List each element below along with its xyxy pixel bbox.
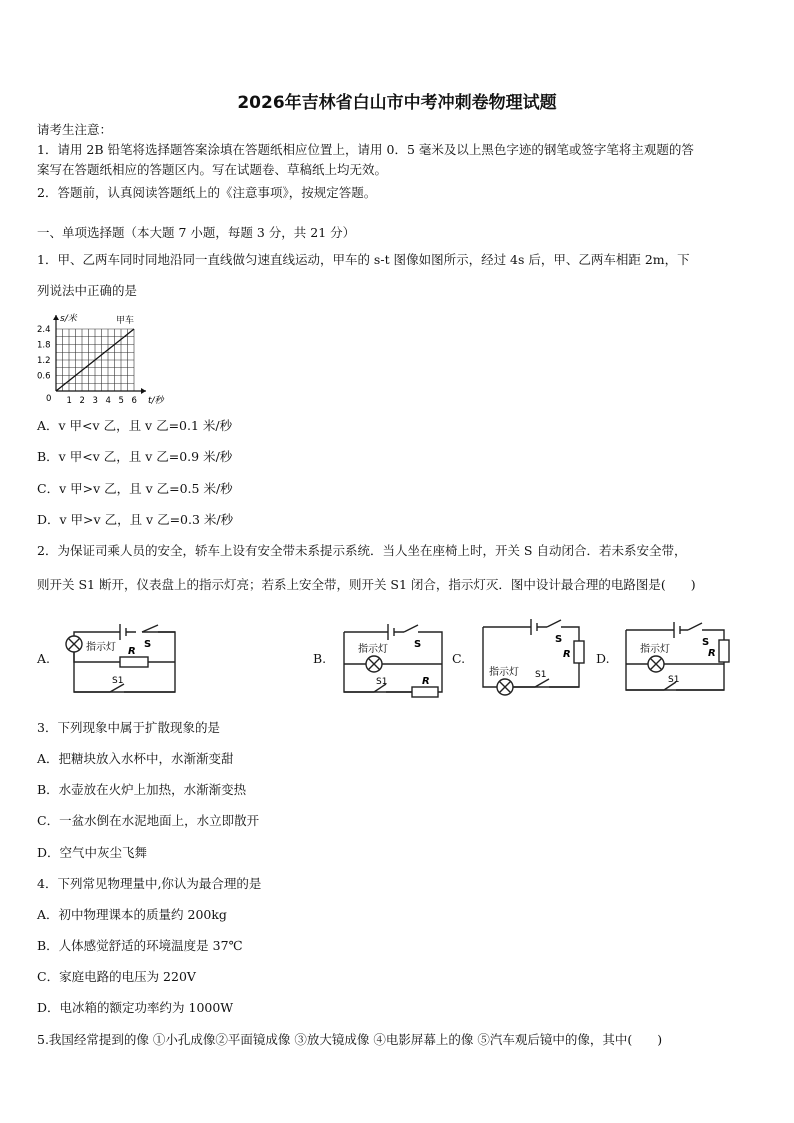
svg-text:S: S (702, 637, 710, 648)
svg-text:R: R (563, 649, 571, 660)
x-tick-label: 2 (79, 396, 85, 406)
q4-option-c: C．家庭电路的电压为 220V (37, 969, 196, 984)
notice-line-3: 2．答题前，认真阅读答题纸上的《注意事项》，按规定答题。 (37, 185, 377, 200)
q1-option-b: B．v 甲<v 乙，且 v 乙=0.9 米/秒 (37, 449, 233, 464)
q3-option-a: A．把糖块放入水杯中，水渐渐变甜 (37, 751, 234, 766)
svg-text:R: R (708, 648, 716, 659)
circuit-a-label: A. (37, 651, 51, 666)
lamp-label: 指示灯 (86, 642, 116, 653)
q1-option-a: A．v 甲<v 乙，且 v 乙=0.1 米/秒 (37, 418, 233, 433)
svg-text:S: S (414, 639, 422, 650)
svg-text:S1: S1 (535, 670, 547, 680)
y-tick-label: 2.4 (37, 325, 51, 335)
y-tick-label: 1.8 (37, 340, 51, 351)
circuit-d-diagram (620, 618, 740, 698)
x-tick-label: 3 (92, 396, 98, 406)
svg-text:S: S (555, 634, 563, 645)
y-tick-label: 1.2 (37, 356, 51, 366)
x-tick-label: 4 (105, 396, 111, 406)
notice-heading: 请考生注意： (37, 122, 113, 137)
circuit-a-diagram (60, 620, 180, 695)
q4-stem: 4．下列常见物理量中,你认为最合理的是 (37, 876, 262, 891)
q4-option-b: B．人体感觉舒适的环境温度是 37℃ (37, 938, 243, 953)
q1-option-c: C．v 甲>v 乙，且 v 乙=0.5 米/秒 (37, 481, 233, 496)
q1-option-d: D．v 甲>v 乙，且 v 乙=0.3 米/秒 (37, 512, 234, 527)
circuit-c-label: C. (452, 651, 466, 666)
series-label: 甲车 (116, 316, 135, 326)
q1-stem-line1: 1．甲、乙两车同时同地沿同一直线做匀速直线运动，甲车的 s-t 图像如图所示，经过 4s 后，甲、乙两车相距 2m，下 (37, 252, 690, 267)
svg-text:R: R (422, 676, 430, 687)
q5-stem: 5.我国经常提到的像 ①小孔成像②平面镜成像 ③放大镜成像 ④电影屏幕上的像 ⑤汽车观后镜中的像，其中( ) (37, 1032, 663, 1047)
q3-stem: 3．下列现象中属于扩散现象的是 (37, 720, 220, 735)
svg-text:指示灯: 指示灯 (640, 644, 670, 655)
q3-option-b: B．水壶放在火炉上加热，水渐渐变热 (37, 782, 247, 797)
svg-text:S1: S1 (376, 677, 388, 687)
circuit-b-diagram (338, 620, 448, 698)
q1-stem-line2: 列说法中正确的是 (37, 283, 138, 298)
x-axis-arrow (141, 388, 146, 394)
q2-stem-line2: 则开关 S1 断开，仪表盘上的指示灯亮；若系上安全带，则开关 S1 闭合，指示灯灭．图中设计最合理的电路图是( ) (37, 577, 696, 592)
svg-text:S1: S1 (112, 676, 124, 686)
y-axis-label: s/米 (60, 314, 77, 324)
y-axis-arrow (53, 315, 59, 320)
circuit-b-label: B. (313, 651, 327, 666)
circuit-c-diagram (475, 615, 590, 705)
svg-text:指示灯: 指示灯 (358, 644, 388, 655)
s-t-chart (34, 303, 184, 407)
q4-option-d: D．电冰箱的额定功率约为 1000W (37, 1000, 234, 1015)
svg-text:S1: S1 (668, 675, 680, 685)
x-tick-label: 5 (118, 396, 124, 406)
x-tick-label: 1 (66, 396, 72, 406)
origin-label: 0 (46, 394, 52, 404)
notice-line-1: 1．请用 2B 铅笔将选择题答案涂填在答题纸相应位置上，请用 0．5 毫米及以上黑色字迹的钢笔或签字笔将主观题的答 (37, 142, 694, 157)
x-tick-label: 6 (131, 396, 137, 406)
svg-text:指示灯: 指示灯 (489, 667, 519, 678)
notice-line-2: 案写在答题纸相应的答题区内。写在试题卷、草稿纸上均无效。 (37, 162, 388, 177)
section-heading: 一、单项选择题（本大题 7 小题，每题 3 分，共 21 分） (37, 225, 356, 240)
svg-text:R: R (128, 646, 136, 657)
q4-option-a: A．初中物理课本的质量约 200kg (37, 907, 227, 922)
svg-text:S: S (144, 639, 152, 650)
page-title: 2026年吉林省白山市中考冲刺卷物理试题 (237, 93, 557, 113)
q3-option-d: D．空气中灰尘飞舞 (37, 845, 148, 860)
q3-option-c: C．一盆水倒在水泥地面上，水立即散开 (37, 813, 260, 828)
x-axis-label: t/秒 (148, 396, 164, 406)
q2-stem-line1: 2．为保证司乘人员的安全，轿车上设有安全带未系提示系统．当人坐在座椅上时，开关 S 自动闭合．若未系安全带， (37, 543, 687, 558)
y-tick-label: 0.6 (37, 371, 51, 382)
circuit-d-label: D. (596, 651, 610, 666)
